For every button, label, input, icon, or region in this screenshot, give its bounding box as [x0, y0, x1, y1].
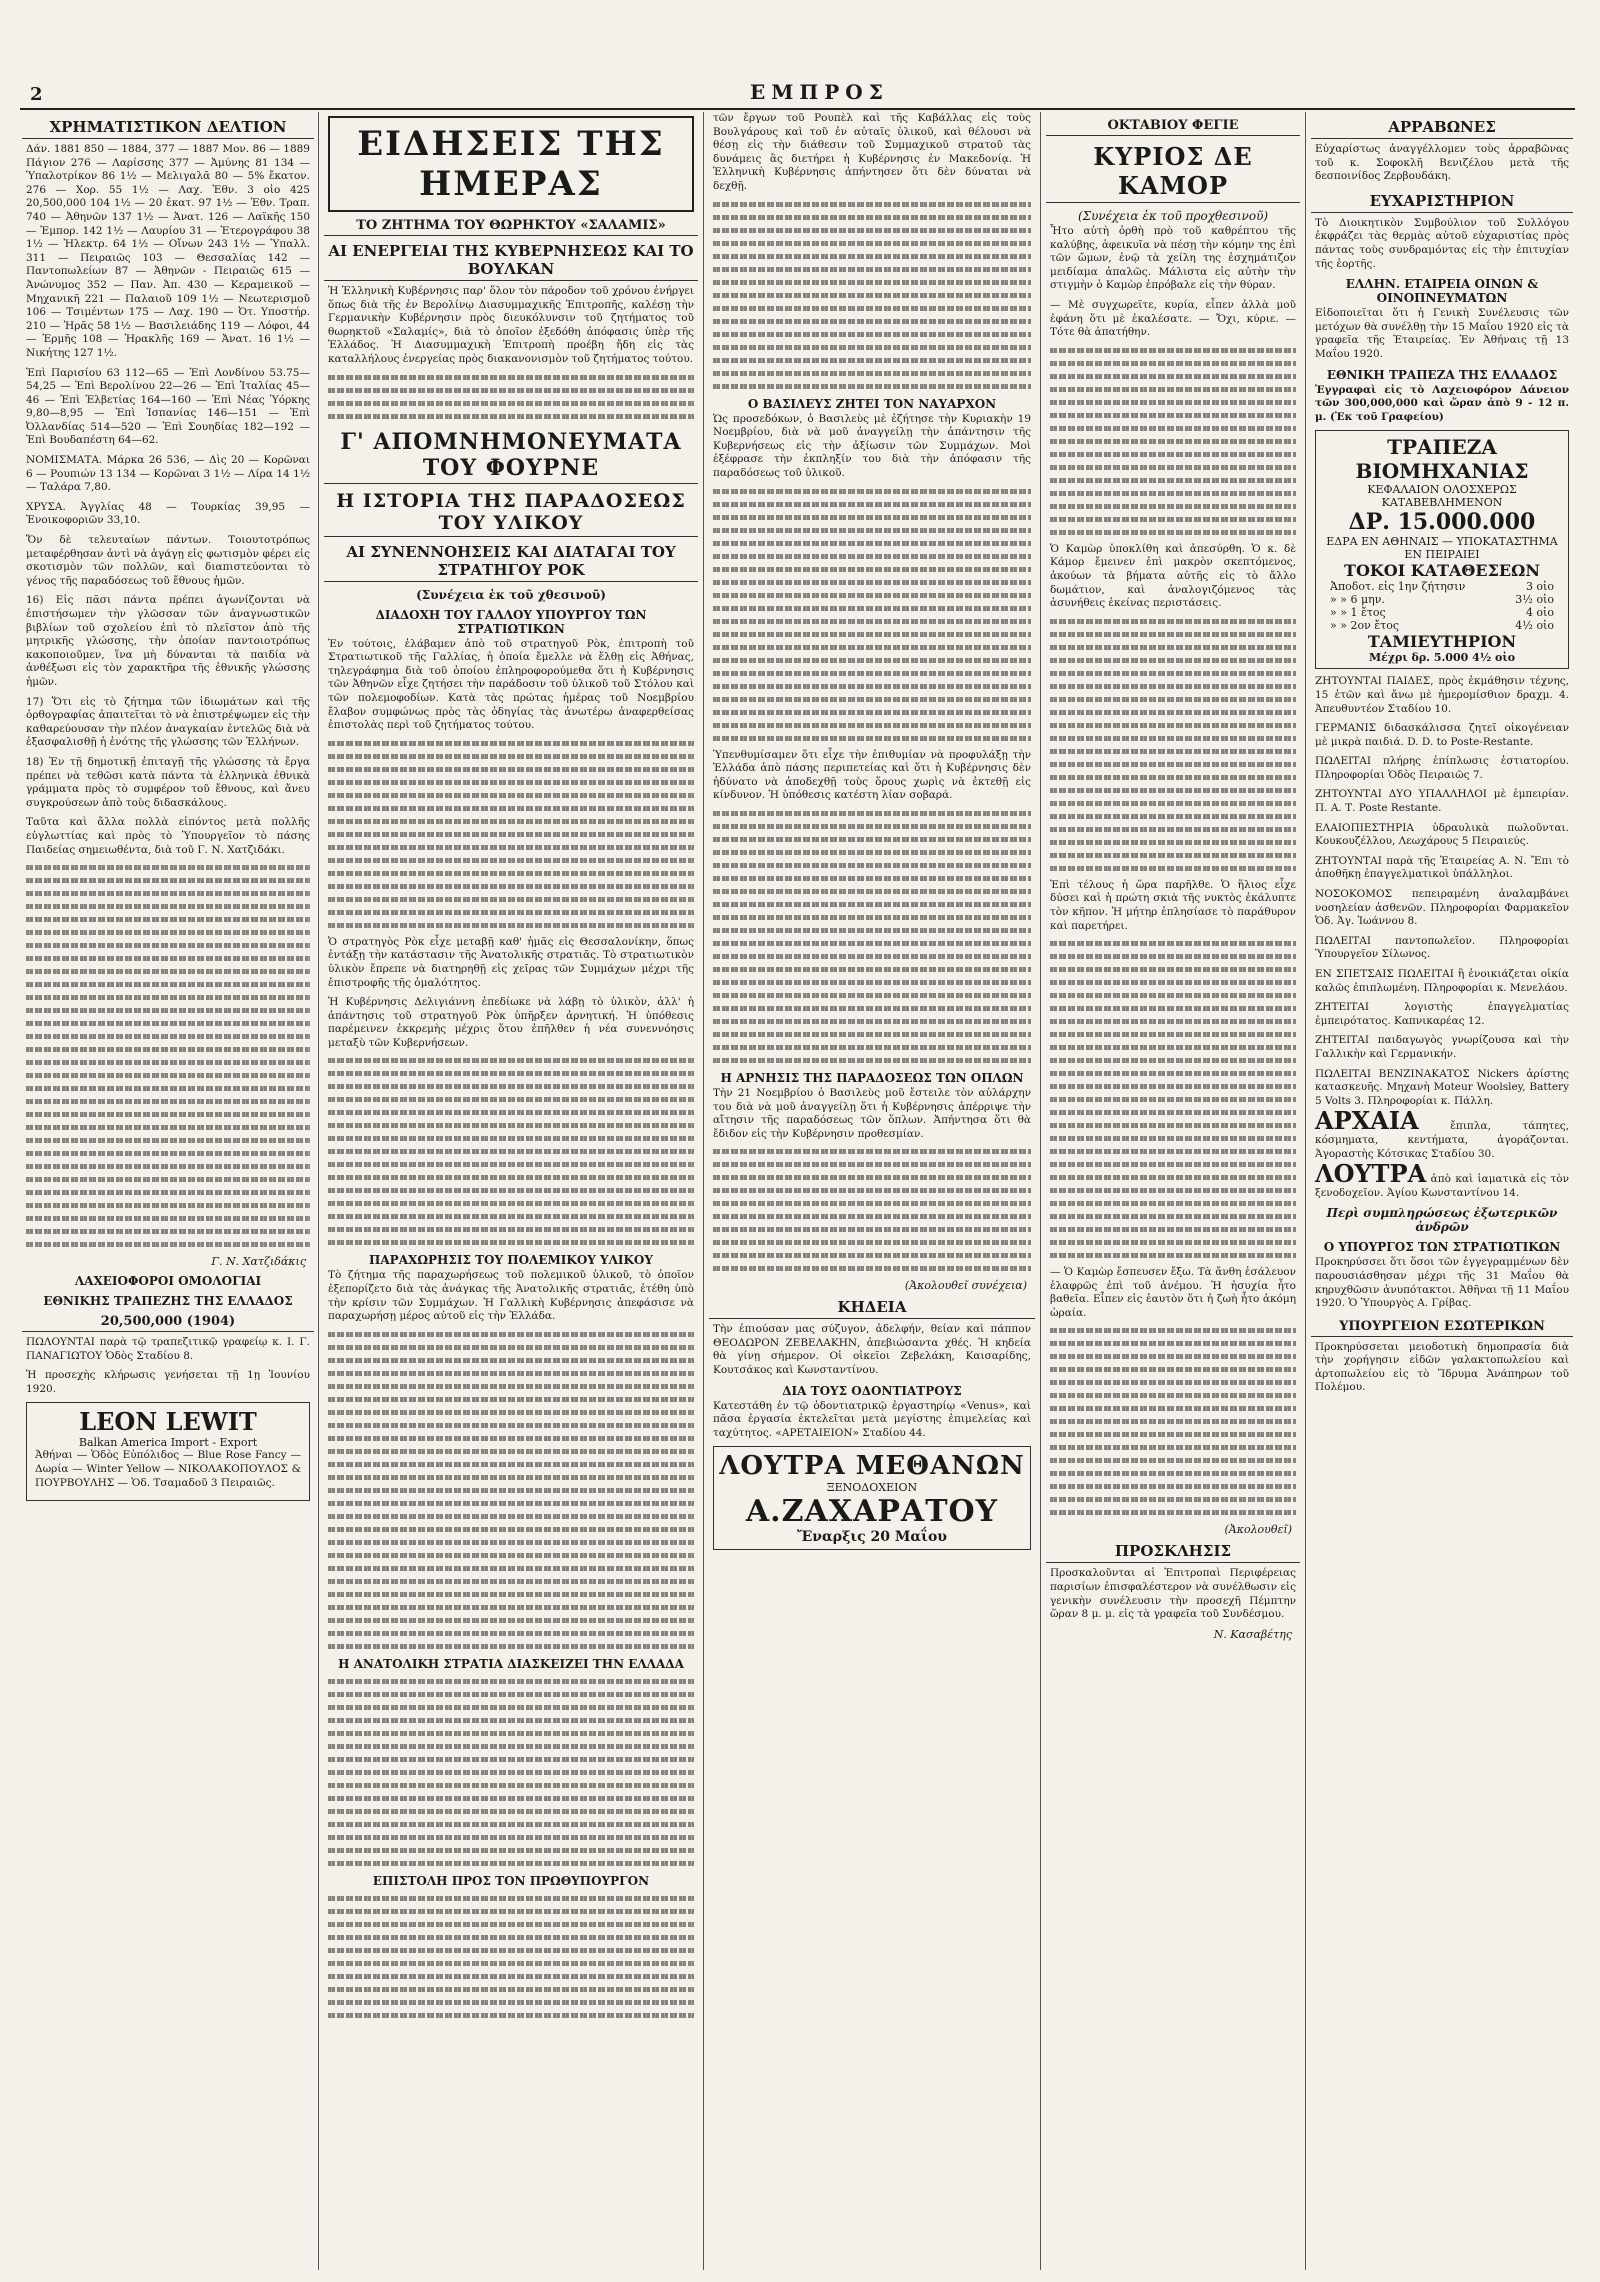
headline: ΤΟ ΖΗΤΗΜΑ ΤΟΥ ΘΩΡΗΚΤΟΥ «ΣΑΛΑΜΙΣ» [324, 216, 698, 236]
subheadline: ΠΑΡΑΧΩΡΗΣΙΣ ΤΟΥ ΠΟΛΕΜΙΚΟΥ ΥΛΙΚΟΥ [369, 1253, 653, 1268]
article-paragraph: Ἡ Ἑλληνικὴ Κυβέρνησις παρ' ὅλον τὸν πάροδον τοῦ χρόνου ἐνήργει ὅπως διὰ τῆς ἐν Βερολίνῳ Διασυμμαχικῆς Ἐπιτροπῆς, καλέσῃ τὴν Γερμανικὴν Κυβέρνησιν πρὸς διευκόλυνσιν τοῦ ζητήματος τοῦ θωρηκτοῦ «Σαλαμίς», διὰ τὸ ὁποῖον ἐξεδόθη ἀπόφασις ὑπὲρ τῆς Ἑλλάδος. Ἡ Διασυμμαχικὴ Ἐπιτροπὴ προέβη ἤδη εἰς τὰς καταλλήλους ἐνεργείας πρὸς διακανονισμὸν τοῦ ζητήματος τούτου. [328, 285, 694, 365]
text-lines [1046, 941, 1300, 1258]
article-paragraph: Ὅν δὲ τελευταίων πάντων. Τοιουτοτρόπως μεταφέρθησαν ἀντὶ νὰ ἀγάγῃ εἰς φωτισμὸν φέρει εἰς σκοτισμὸν τῶν πολλῶν, καὶ διαπιστεύονται τὸ γένος τῆς παραδόσεως τοῦ ἔθνους ἡμῶν. [26, 534, 310, 587]
notice-title: ΛΑΧΕΙΟΦΟΡΟΙ ΟΜΟΛΟΓΙΑΙ [74, 1274, 262, 1289]
notice-text: Εἰδοποιεῖται ὅτι ἡ Γενικὴ Συνέλευσις τῶν μετόχων θὰ συνέλθῃ τὴν 15 Μαΐου 1920 εἰς τὰ γραφεῖα τῆς Ἑταιρείας. Ἐν Ἀθήναις τῇ 13 Μαΐου 1920. [1315, 307, 1569, 360]
text-lines [709, 811, 1035, 1063]
column-rule [1305, 112, 1306, 2270]
ad-leon-lewit [26, 1402, 310, 1501]
column-feuilleton [1046, 112, 1300, 2270]
continuation-note: (Ἀκολουθεῖ) [1224, 1523, 1292, 1537]
continuation-note: (Συνέχεια ἐκ τοῦ χθεσινοῦ) [416, 587, 606, 602]
classified-ad: ΖΗΤΕΙΤΑΙ λογιστὴς ἐπαγγελματίας ἐμπειρότατος. Καπνικαρέας 12. [1315, 1001, 1569, 1027]
classified-ad: ΝΟΣΟΚΟΜΟΣ πεπειραμένη ἀναλαμβάνει νοσηλείαν ἀσθενῶν. Πληροφορίαι Φαρμακεῖον Ὁδ. Ἀγ. Ἰωάννου 8. [1315, 888, 1569, 928]
notice-subtitle: ΕΘΝΙΚΗΣ ΤΡΑΠΕΖΗΣ ΤΗΣ ΕΛΛΑΔΟΣ [43, 1294, 293, 1309]
notice-title: ΕΛΛΗΝ. ΕΤΑΙΡΕΙΑ ΟΙΝΩΝ & ΟΙΝΟΠΝΕΥΜΑΤΩΝ [1345, 277, 1539, 306]
notice-amount: 20,500,000 (1904) [22, 1312, 314, 1332]
article-paragraph: Τὴν 21 Νοεμβρίου ὁ Βασιλεὺς μοῦ ἔστειλε τὸν αὐλάρχην του διὰ νὰ μοῦ ἀναγγείλῃ ὅτι ἡ Κυβέρνησις ἀπέρριψε τὴν αἴτησιν τῆς παραδόσεως τῶν ὅπλων. Ἀπήντησα ὅτι θὰ ἔδιδον εἰς τὴν Κυβέρνησιν προθεσμίαν. [713, 1086, 1031, 1140]
funeral-notice-text: Τὴν ἐπιούσαν μας σύζυγον, ἀδελφήν, θείαν καὶ πάππον ΘΕΟΔΩΡΟΝ ΖΕΒΕΛΑΚΗΝ, ἀπεβιώσαντα χθές. Ἡ κηδεία θὰ γίνῃ σήμερον. Οἱ οἰκεῖοι Ζεβελάκη, Καισαρίδης, Κουτσάκος καὶ Κωνσταντίνου. [713, 1323, 1031, 1377]
text-lines [324, 1332, 698, 1649]
notice-text: Ἐγγραφαὶ εἰς τὸ Λαχειοφόρον Δάνειον τῶν 300,000,000 καὶ ὥραν ἀπὸ 9 - 12 π. μ. (Ἐκ τοῦ Γραφείου) [1315, 383, 1569, 423]
notice-title: Περὶ συμπληρώσεως ἐξωτερικῶν ἀνδρῶν [1326, 1206, 1558, 1235]
article-paragraph: Ἐπὶ Παρισίου 63 112—65 — Ἐπὶ Λονδίνου 53.75—54,25 — Ἐπὶ Βερολίνου 22—26 — Ἐπὶ Ἰταλίας 45—46 — Ἐπὶ Ἐλβετίας 164—160 — Ἐπὶ Νέας Ὑόρκης 9,80—8,95 — Ἐπὶ Ἰσπανίας 146—151 — Ἐπὶ Ὀλλανδίας 514—520 — Ἐπὶ Σουηδίας 182—192 — Ἐπὶ Βουδαπέστη 64—62. [26, 366, 310, 447]
article-paragraph: Δάν. 1881 850 — 1884, 377 — 1887 Μον. 86 — 1889 Πάγιον 276 — Λαρίσσης 377 — Ἀμύνης 81 134 — Ὑπαλοτρίκον 86 1½ — Μελιγαλᾶ 80 — 5% ἔκατον. 276 — Χορ. 55 1½ — Λαχ. Ἐθν. 3 οἰο 425 20,500,000 104 1½ — 20 ἐκατ. 97 1½ — Ἐθν. Τραπ. 740 — Ἀθηνῶν 137 1½ — Ἀνατ. 126 — Λαϊκῆς 150 — Ἐμπορ. 142 1½ — Λαυρίου 31 — Ἐτερογράφου 38 1½ — Ἠλεκτρ. 64 1½ — Οἴνων 243 1½ — Ὑπαλλ. 311 — Πειραιῶς 103 — Θεσσαλίας 142 — Παντοπωλείων 87 — Ἀθηνῶν - Πειραιῶς 615 — Ἀνώνυμος 352 — Παν. Ἀπ. 430 — Κεραμεικοῦ — Μηχανικῆ 221 — Παλαιοῦ 109 1½ — Νεωτερισμοῦ 106 — Τσιμέντων 175 — Λαχ. 190 — Ὀτ. Υποστήρ. 210 — Ἡρᾶς 58 1½ — Βασιλειάδης 119 — Λόφοι, 44 — Ἐρμῆς 108 — Ἠρακλῆς 169 — Ἀνατ. 16 1½ — Νικήτης 127 1½. [26, 143, 310, 359]
continuation-note: (Συνέχεια ἐκ τοῦ προχθεσινοῦ) [1077, 209, 1269, 223]
text-lines [709, 1149, 1035, 1271]
article-paragraph: Ταῦτα καὶ ἄλλα πολλὰ εἰπόντος μετὰ πολλῆς εὐγλωττίας καὶ πρὸς τὸ Ὑπουργεῖον τὸ πάσης Παιδείας σημειωθέντα, διὰ τοῦ Γ. Ν. Χατζιδάκι. [26, 816, 310, 856]
column-news [324, 112, 698, 2270]
article-paragraph: ΝΟΜΙΣΜΑΤΑ. Μάρκα 26 536, — Δὶς 20 — Κορῶναι 6 — Ρουπιών 13 134 — Κορῶναι 3 1½ — Λίρα 14 1½ — Ταλάρα 7,80. [26, 454, 310, 494]
rate-row: » » 2ον ἔτος 4½ οἰο [1330, 619, 1554, 633]
classified-ad: ΖΗΤΟΥΝΤΑΙ ΔΥΟ ΥΠΑΛΛΗΛΟΙ μὲ ἐμπειρίαν. Π. Α. Τ. Poste Restante. [1315, 788, 1569, 815]
ad-title: ΛΟΥΤΡΑ ΜΕΘΑΝΩΝ [719, 1451, 1025, 1482]
notice-text: Κατεστάθη ἐν τῷ ὁδοντιατρικῷ ἐργαστηρίῳ «Venus», καὶ πᾶσα ἐργασία ἐκτελεῖται μετὰ μεγίστης ἐπιμελείας καὶ ταχύτητος. «ΑΡΕΤΑΙΕΙΟΝ» Σταδίου 44. [713, 1399, 1031, 1439]
notice-title: ΕΘΝΙΚΗ ΤΡΑΠΕΖΑ ΤΗΣ ΕΛΛΑΔΟΣ [1326, 367, 1558, 382]
column-market [22, 112, 314, 2270]
notice-text: Προκηρύσσεται μειοδοτικὴ δημοπρασία διὰ τὴν χορήγησιν εἰδῶν γαλακτοπωλείου καὶ ἀρτοπωλείου εἰς τὸ Ἵδρυμα Ἀνάπηρων τοῦ Πολέμου. [1315, 1340, 1569, 1394]
notice-title: ΑΡΡΑΒΩΝΕΣ [1311, 116, 1573, 139]
notice-text: Εὐχαρίστως ἀναγγέλλομεν τοὺς ἀρραβῶνας τοῦ κ. Σοφοκλῆ Βενιζέλου μετὰ τῆς δεσποινίδος Ζερβουδάκη. [1315, 143, 1569, 183]
subheadline: Η ΑΝΑΤΟΛΙΚΗ ΣΤΡΑΤΙΑ ΔΙΑΣΚΕΙΖΕΙ ΤΗΝ ΕΛΛΑΔΑ [338, 1656, 684, 1671]
column-continued [709, 112, 1035, 2270]
savings-title: ΤΑΜΙΕΥΤΗΡΙΟΝ [1367, 632, 1517, 652]
ad-address: ΕΔΡΑ ΕΝ ΑΘΗΝΑΙΣ — ΥΠΟΚΑΤΑΣΤΗΜΑ ΕΝ ΠΕΙΡΑΙΕΙ [1326, 535, 1558, 562]
ad-title: ΤΡΑΠΕΖΑ ΒΙΟΜΗΧΑΝΙΑΣ [1355, 435, 1529, 484]
notice-title: ΕΥΧΑΡΙΣΤΗΡΙΟΝ [1311, 190, 1573, 213]
article-paragraph: Ὁ Καμὼρ ὑποκλίθη καὶ ἀπεσύρθη. Ὁ κ. δὲ Κάμορ ἔμεινεν ἐπὶ μακρὸν σκεπτόμενος, ἀκούων τὰ βήματα αὐτῆς εἰς τὸ ἄλλο δωμάτιον, καὶ ἀναλογιζόμενος τὰς ἀσυνήθεις ἐκείνας περιστάσεις. [1050, 542, 1296, 610]
ad-text: Ἀθήναι — Ὁδὸς Εὐπόλιδος — Blue Rose Fancy — Δωρία — Winter Yellow — ΝΙΚΟΛΑΚΟΠΟΥΛΟΣ & ΠΟΥΡΒΟΥΛΗΣ — Ὁδ. Τσαμαδοῦ 3 Πειραιῶς. [35, 1449, 301, 1489]
column-classifieds [1311, 112, 1573, 2270]
ad-capital-label: ΚΕΦΑΛΑΙΟΝ ΟΛΟΣΧΕΡΩΣ ΚΑΤΑΒΕΒΛΗΜΕΝΟΝ [1367, 483, 1517, 510]
article-paragraph: — Ὁ Καμὼρ ἔσπευσεν ἔξω. Τὰ ἄνθη ἐσάλευον ἐλαφρῶς ἐπὶ τοῦ ἀνέμου. Ἡ ἡσυχία ἦτο βαθεῖα. Εἶπεν εἰς ἑαυτὸν ὅτι ἡ ζωὴ ἦτο ἀκόμη ὡραία. [1050, 1266, 1296, 1319]
invitation-text: Προσκαλοῦνται αἱ Ἐπιτροπαὶ Περιφέρειας παρισίων ἐπισφαλέστερον νὰ συνέλθωσιν εἰς γενικὴν συνέλευσιν τὴν προσεχῆ Πέμπτην ὥραν 8 μ. μ. εἰς τὰ γραφεῖα τοῦ Συνδέσμου. [1050, 1567, 1296, 1621]
continuation-note: (Ἀκολουθεῖ συνέχεια) [904, 1279, 1027, 1293]
text-lines [1046, 1328, 1300, 1515]
text-lines [22, 865, 314, 1247]
column-rule [703, 112, 704, 2270]
text-lines [324, 1679, 698, 1866]
classified-ad: ΖΗΤΟΥΝΤΑΙ ΠΑΙΔΕΣ, πρὸς ἐκμάθησιν τέχνης, 15 ἐτῶν καὶ ἄνω μὲ ἡμερομίσθιον δραχμ. 4. Ἀπευθυντέον Σταδίου 10. [1315, 675, 1569, 715]
classified-ad: ΠΩΛΕΙΤΑΙ παντοπωλεῖον. Πληροφορίαι Ὑπουργεῖον Σίλωνος. [1315, 934, 1569, 961]
invitation-title: ΠΡΟΣΚΛΗΣΙΣ [1046, 1540, 1300, 1563]
column-rule [1040, 112, 1041, 2270]
article-paragraph: 18) Ἐν τῇ δημοτικῇ ἐπιταγῇ τῆς γλώσσης τὰ ἔργα πρέπει νὰ τεθῶσι κατὰ πάντα τὰ ἑλληνικὰ ἐθνικὰ γράμματα πρὸς τὸ συμφέρον τοῦ ἔθνους, καὶ ἄνευ συγκρούσεων ἀπὸ τοὺς διδασκάλους. [26, 755, 310, 809]
article-paragraph: Ὑπενθυμίσαμεν ὅτι εἶχε τὴν ἐπιθυμίαν νὰ προφυλάξῃ τὴν Ἑλλάδα ἀπὸ πάσης περιπετείας καὶ ὅτι ἡ Κυβέρνησις δὲν ἠδύνατο νὰ ἀποδεχθῇ τοὺς ὅρους χωρὶς νὰ ἐκτεθῇ εἰς κίνδυνον. Ἡ ὑπόθεσις κατέστη λίαν σοβαρά. [713, 748, 1031, 802]
headline: ΑΙ ΕΝΕΡΓΕΙΑΙ ΤΗΣ ΚΥΒΕΡΝΗΣΕΩΣ ΚΑΙ ΤΟ ΒΟΥΛΚΑΝ [324, 240, 698, 281]
classified-ad: ΠΩΛΕΙΤΑΙ πλήρης ἐπίπλωσις ἑστιατορίου. Πληροφορίαι Ὁδὸς Πειραιῶς 7. [1315, 755, 1569, 781]
text-lines [709, 202, 1035, 389]
feuilleton-author: ΟΚΤΑΒΙΟΥ ΦΕΓΙΕ [1046, 116, 1300, 136]
classified-ad: ΕΝ ΣΠΕΤΣΑΙΣ ΠΩΛΕΙΤΑΙ ἢ ἐνοικιάζεται οἰκία καλῶς ἐπιπλωμένη. Πληροφορίαι κ. Μενελάου. [1315, 968, 1569, 994]
article-paragraph: ΧΡΥΣΑ. Ἀγγλίας 48 — Τουρκίας 39,95 — Ἐνοικοφοριῶν 33,10. [26, 500, 310, 527]
article-paragraph: Ὁ στρατηγὸς Ρὸκ εἶχε μεταβῇ καθ' ἡμᾶς εἰς Θεσσαλονίκην, ὅπως ἐντάξῃ τὴν κατάστασιν τῆς Ἀνατολικῆς στρατιᾶς. Τὸ στρατιωτικὸν ὑλικὸν ἔπρεπε νὰ διατηρηθῇ εἰς χεῖρας τῶν Συμμάχων μέχρι τῆς ἐπιστροφῆς τῆς ὁμαλότητος. [328, 935, 694, 989]
classified-ad: ΛΟΥΤΡΑ ἀπὸ καὶ ἰαματικὰ εἰς τὸν ξενοδοχεῖον. Ἀγίου Κωνσταντίνου 14. [1315, 1159, 1569, 1199]
text-lines [324, 375, 698, 419]
ad-footer: Ἔναρξις 20 Μαΐου [796, 1529, 948, 1546]
masthead: ΕΜΠΡΟΣ [750, 80, 889, 104]
classified-ad: ΑΡΧΑΙΑ ἔπιπλα, τάπητες, κόσμηματα, κεντήματα, ἀγοράζονται. Ἀγοραστὴς Κότσικας Σταδίου 30. [1315, 1106, 1569, 1160]
article-paragraph: τῶν ἔργων τοῦ Ρουπὲλ καὶ τῆς Καβάλλας εἰς τοὺς Βουλγάρους καὶ τοῦ ἐν αὐταῖς ὑλικοῦ, καὶ θέλουσι νὰ θέσῃ εἰς τὴν διάθεσιν τοῦ Συμμαχικοῦ στρατοῦ τὰς δυνάμεις ἂς διετήρει ἡ Κυβέρνησις ἐν Μακεδονίᾳ. Ἡ Ἑλληνικὴ Κυβέρνησις ἀπήντησεν ὅτι δὲν δύναται νὰ δεχθῇ. [713, 112, 1031, 192]
classified-ad: ΖΗΤΕΙΤΑΙ παιδαγωγὸς γνωρίζουσα καὶ τὴν Γαλλικὴν καὶ Γερμανικήν. [1315, 1034, 1569, 1060]
notice-text: Ἡ προσεχὴς κλήρωσις γενήσεται τῇ 1ῃ Ἰουνίου 1920. [26, 1369, 310, 1395]
article-paragraph: Ἐν τούτοις, ἐλάβαμεν ἀπὸ τοῦ στρατηγοῦ Ρὸκ, ἐπιτροπὴ τοῦ Στρατιωτικοῦ τῆς Γαλλίας, ἡ ὁποία ἔμελλε νὰ ἔλθῃ εἰς Ἀθήνας, τηλεγράφημα διὰ τοῦ ὁποίου ἐπληροφορούμεθα ὅτι ἡ Κυβέρνησις τῶν Ἀθηνῶν εἶχε ζητήσει τὴν παράδοσιν τοῦ ὑλικοῦ τοῦ Στόλου καὶ τῶν πολεμοφοδίων. Κατὰ τὰς πρώτας ἡμέρας τοῦ Νοεμβρίου ἔλαβον συμφώνως πρὸς τὰς ὁδηγίας τὰς ἀνωτέρω ἀναφερθείσας ἐπιστολὰς περὶ τοῦ ζητήματος τούτου. [328, 637, 694, 732]
notice-text: Τὸ Διοικητικὸν Συμβούλιον τοῦ Συλλόγου ἐκφράζει τὰς θερμὰς αὐτοῦ εὐχαριστίας πρὸς πάντας τοὺς συνδραμόντας εἰς τὴν ἐπιτυχίαν τῆς ἑορτῆς. [1315, 216, 1569, 270]
rate-row: » » 6 μην. 3½ οἰο [1330, 593, 1554, 607]
text-lines [324, 741, 698, 928]
headline: ΑΙ ΣΥΝΕΝΝΟΗΣΕΙΣ ΚΑΙ ΔΙΑΤΑΓΑΙ ΤΟΥ ΣΤΡΑΤΗΓΟΥ ΡΟΚ [324, 541, 698, 582]
ad-subtitle: Balkan America Import - Export [78, 1436, 258, 1450]
page-header [20, 80, 1575, 110]
headline: Γ' ΑΠΟΜΝΗΜΟΝΕΥΜΑΤΑ ΤΟΥ ΦΟΥΡΝΕ [324, 427, 698, 484]
article-paragraph: Ἐπὶ τέλους ἡ ὥρα παρῆλθε. Ὁ ἥλιος εἶχε δύσει καὶ ἡ πρώτη σκιὰ τῆς νυκτὸς ἐκάλυπτε τὸν κῆπον. Ἡ μήτηρ ἐπλησίασε τὸ παράθυρον καὶ παρετήρει. [1050, 878, 1296, 932]
text-lines [324, 1896, 698, 2018]
rate-row: » » 1 ἔτος 4 οἰο [1330, 606, 1554, 620]
notice-text: Προκηρύσσει ὅτι ὅσοι τῶν ἐγγεγραμμένων δὲν παρουσιάσθησαν μέχρι τῆς 31 Μαΐου θὰ κηρυχθῶσιν ἀνυπότακτοι. Ἀθῆναι τῇ 11 Μαΐου 1920. Ὁ Ὑπουργὸς Α. Γρίβας. [1315, 1256, 1569, 1310]
article-paragraph: — Μὲ συγχωρεῖτε, κυρία, εἶπεν ἀλλὰ μοῦ ἐφάνη ὅτι μὲ ἐκαλέσατε. — Ὄχι, κύριε. — Τότε θὰ ἀπατήθην. [1050, 298, 1296, 339]
ad-methana-baths [713, 1446, 1031, 1550]
ad-subtitle: ΞΕΝΟΔΟΧΕΙΟΝ [826, 1481, 918, 1495]
signature: Ν. Κασαβέτης [1213, 1627, 1292, 1641]
article-paragraph: Ἡ Κυβέρνησις Δελιγιάννη ἐπεδίωκε νὰ λάβῃ τὸ ὑλικὸν, ἀλλ' ἡ ἀπάντησις τοῦ στρατηγοῦ Ρὸκ ὑπῆρξεν ἀρνητική. Ἡ ὑπόθεσις παρέμεινεν ἐκκρεμὴς μέχρις ὅτου ἐπῆλθεν ἡ νέα συνεννόησις μεταξὺ τῶν Κυβερνήσεων. [328, 996, 694, 1049]
classified-ad: ΠΩΛΕΙΤΑΙ ΒΕΝΖΙΝΑΚΑΤΟΣ Nickers ἀρίστης κατασκευῆς. Μηχανὴ Moteur Woolsley, Battery 5 Volts 3. Πληροφορίαι κ. Πάλλη. [1315, 1067, 1569, 1107]
text-lines [1046, 348, 1300, 535]
text-lines [1046, 619, 1300, 871]
article-paragraph: Ἦτο αὐτὴ ὀρθὴ πρὸ τοῦ καθρέπτου τῆς καλύβης, ἀφεικυῖα νὰ πέσῃ τὴν κόμην της ἐπὶ τῶν ὤμων, ἐνῷ τὰ χείλη της ἐσχημάτιζον μειδίαμα ἀπαλῶς. Μάλιστα εἰς αὐτὴν τὴν στιγμὴν ὁ Καμὼρ ἐπρόβαλε εἰς τὴν θύραν. [1050, 225, 1296, 292]
funeral-notice-title: ΚΗΔΕΙΑ [709, 1296, 1035, 1319]
subheadline: Ο ΒΑΣΙΛΕΥΣ ΖΗΤΕΙ ΤΟΝ ΝΑΥΑΡΧΟΝ [747, 396, 997, 411]
subheadline: ΕΠΙΣΤΟΛΗ ΠΡΟΣ ΤΟΝ ΠΡΩΘΥΠΟΥΡΓΟΝ [372, 1873, 650, 1888]
notice-text: ΠΩΛΟΥΝΤΑΙ παρὰ τῷ τραπεζιτικῷ γραφείῳ κ. Ι. Γ. ΠΑΝΑΓΙΩΤΟΥ Ὁδὸς Σταδίου 8. [26, 1336, 310, 1362]
notice-title: Ο ΥΠΟΥΡΓΟΣ ΤΩΝ ΣΤΡΑΤΙΩΤΙΚΩΝ [1323, 1240, 1561, 1255]
article-paragraph: 17) Ὅτι εἰς τὸ ζήτημα τῶν ἰδιωμάτων καὶ τῆς ὀρθογραφίας ἀπαιτεῖται τὸ νὰ ἐπιστρέψωμεν εἰς τὴν καθαρεύουσαν τὴν πλέον ἀναγκαίαν ἐντελῶς διὰ νὰ ἐξασφαλισθῇ ἡ ἑνότης τῆς γλώσσης τῶν Ἑλλήνων. [26, 695, 310, 749]
signature: Γ. Ν. Χατζιδάκις [211, 1255, 306, 1269]
rate-row: Ἀποδοτ. εἰς 1ην ζήτησιν 3 οἰο [1330, 580, 1554, 594]
ad-name: Α.ΖΑΧΑΡΑΤΟΥ [745, 1494, 999, 1530]
subheadline: ΔΙΑΔΟΧΗ ΤΟΥ ΓΑΛΛΟΥ ΥΠΟΥΡΓΟΥ ΤΩΝ ΣΤΡΑΤΙΩΤΙΚΩΝ [375, 607, 647, 636]
notice-title: ΔΙΑ ΤΟΥΣ ΟΔΟΝΤΙΑΤΡΟΥΣ [782, 1383, 962, 1398]
article-paragraph: Ὡς προσεδόκων, ὁ Βασιλεὺς μὲ ἐζήτησε τὴν Κυριακὴν 19 Νοεμβρίου, διὰ νὰ μοῦ ἀναγγείλῃ τὴν ἀπάντησιν τῆς Κυβερνήσεως εἰς τὴν ἀξίωσιν τῶν Συμμάχων. Μοὶ ἐξέφρασε τὴν ἐκπληξίν του διὰ τὴν ἀπόφασιν τῆς παραδόσεως τοῦ ὑλικοῦ. [713, 412, 1031, 479]
ad-industrial-bank [1315, 430, 1569, 669]
subheadline: Η ΑΡΝΗΣΙΣ ΤΗΣ ΠΑΡΑΔΟΣΕΩΣ ΤΩΝ ΟΠΛΩΝ [720, 1070, 1024, 1085]
headline: Η ΙΣΤΟΡΙΑ ΤΗΣ ΠΑΡΑΔΟΣΕΩΣ ΤΟΥ ΥΛΙΚΟΥ [324, 488, 698, 537]
column-rule [318, 112, 319, 2270]
text-lines [709, 489, 1035, 741]
page-number: 2 [30, 84, 43, 105]
feuilleton-title: ΚΥΡΙΟΣ ΔΕ ΚΑΜΟΡ [1046, 140, 1300, 203]
market-bulletin-title: ΧΡΗΜΑΤΙΣΤΙΚΟΝ ΔΕΛΤΙΟΝ [22, 116, 314, 139]
article-paragraph: 16) Εἰς πᾶσι πάντα πρέπει ἀγωνίζονται νὰ ἐπιστήσωμεν τὴν γλῶσσαν τῶν ἀναγνωστικῶν βιβλίων τοῦ σχολείου ἐπὶ τὸ πλεῖστον ἀπὸ τῆς μητρικῆς γλώσσης, τὴν ὁποίαν παντοιοτρόπως κακοποιοῦμεν, ἵνα μὴ δύνανται τὰ παιδία νὰ ἀνθέξωσι εἰς τὸν χαρακτῆρα τῆς ἐθνικῆς γλώσσης ἡμῶν. [26, 594, 310, 688]
classified-ad: ΕΛΑΙΟΠΙΕΣΤΗΡΙΑ ὑδραυλικὰ πωλοῦνται. Κουκουζέλλου, Λεωχάρους 5 Πειραιεύς. [1315, 821, 1569, 848]
news-banner: ΕΙΔΗΣΕΙΣ ΤΗΣ ΗΜΕΡΑΣ [328, 116, 694, 212]
ad-capital-amount: ΔΡ. 15.000.000 [1348, 509, 1536, 536]
rates-title: ΤΟΚΟΙ ΚΑΤΑΘΕΣΕΩΝ [1344, 561, 1540, 581]
savings-rate: Μέχρι δρ. 5.000 4½ οἰο [1368, 651, 1516, 665]
notice-title: ΥΠΟΥΡΓΕΙΟΝ ΕΣΩΤΕΡΙΚΩΝ [1311, 1317, 1573, 1337]
classified-ad: ΓΕΡΜΑΝΙΣ διδασκάλισσα ζητεῖ οἰκογένειαν μὲ μικρὰ παιδιά. D. D. to Poste-Restante. [1315, 722, 1569, 748]
ad-name: LEON LEWIT [79, 1407, 257, 1437]
text-lines [324, 1058, 698, 1245]
classified-ad: ΖΗΤΟΥΝΤΑΙ παρὰ τῆς Ἑταιρείας Α. Ν. Ἔπι τὸ ἀποθῆκῃ ἐπαγγελματικοὶ ὑπάλληλοι. [1315, 854, 1569, 881]
article-paragraph: Τὸ ζήτημα τῆς παραχωρήσεως τοῦ πολεμικοῦ ὑλικοῦ, τὸ ὁποῖον ἐξεπορίζετο διὰ τὰς ἀνάγκας τῆς Ἀνατολικῆς στρατιᾶς, ἐτέθη ὑπὸ τὴν κρίσιν τῶν Συμμάχων. Ἡ Γαλλικὴ Κυβέρνησις ἀπεφάσισε νὰ παραχωρήσῃ μέρος αὐτοῦ εἰς τὴν Ἑλλάδα. [328, 1269, 694, 1323]
